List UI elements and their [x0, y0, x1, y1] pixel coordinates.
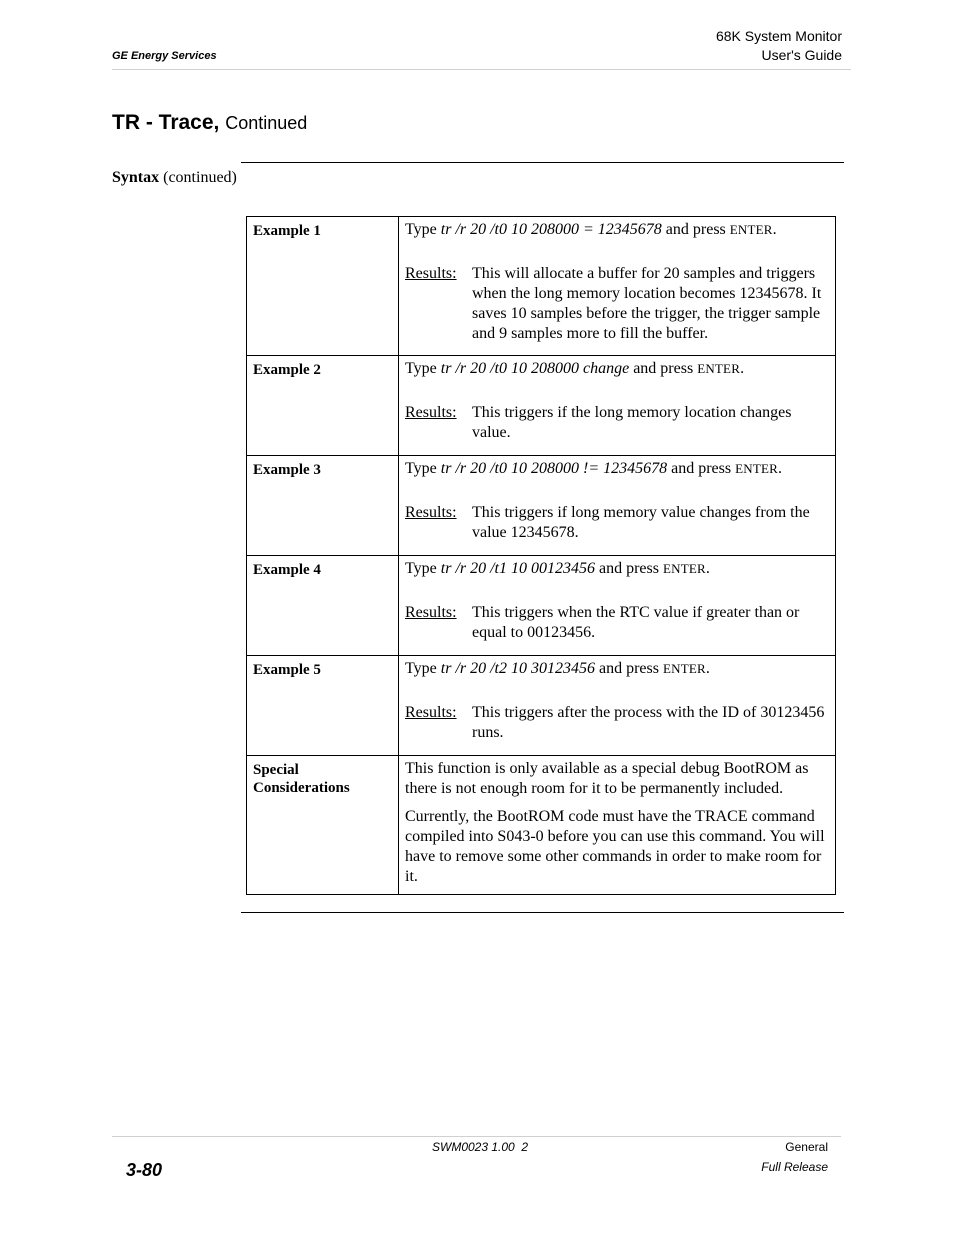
results-block [405, 603, 829, 643]
special-considerations-body [399, 756, 836, 895]
special-label-line1: Special [253, 762, 299, 778]
section-bottom-rule [241, 912, 844, 913]
results-label: Results: [405, 404, 457, 421]
command-text: tr /r 20 /t0 10 208000 != 12345678 [440, 460, 668, 477]
key-name: ENTER [729, 222, 773, 237]
syntax-suffix: (continued) [163, 169, 237, 186]
footer-divider [112, 1136, 841, 1137]
examples-table [246, 216, 836, 895]
special-paragraph-2: Currently, the BootROM code must have the TRACE command compiled into S043-0 before you can use this command. You will have to remove some other commands in order to make room for it. [405, 808, 825, 885]
results-block [405, 503, 829, 543]
section-top-rule [241, 162, 844, 163]
example-label: Example 4 [247, 556, 399, 656]
key-name: ENTER [697, 361, 741, 376]
page-title [112, 111, 307, 135]
header-title-line2: User's Guide [761, 47, 842, 63]
type-word: Type [405, 560, 437, 577]
table-row [247, 456, 836, 556]
results-text: This triggers if the long memory location changes value. [472, 404, 792, 441]
command-text: tr /r 20 /t0 10 208000 = 12345678 [440, 221, 662, 238]
key-name: ENTER [662, 661, 706, 676]
example-body [399, 556, 836, 656]
period: . [705, 660, 710, 677]
results-label: Results: [405, 604, 457, 621]
example-body [399, 217, 836, 356]
results-text: This triggers after the process with the ID of 30123456 runs. [472, 704, 825, 741]
results-label: Results: [405, 704, 457, 721]
header-divider [112, 69, 851, 70]
syntax-heading [112, 169, 237, 187]
results-block [405, 264, 829, 344]
and-press-text: and press [633, 360, 694, 377]
table-row [247, 756, 836, 895]
example-label: Example 5 [247, 656, 399, 756]
section-continued: Continued [225, 113, 308, 133]
section-title: TR - Trace, [112, 111, 220, 134]
example-label: Example 2 [247, 356, 399, 456]
and-press-text: and press [665, 221, 726, 238]
example-body [399, 656, 836, 756]
special-paragraph-1: This function is only available as a special debug BootROM as there is not enough room for it to be permanently included. [405, 760, 809, 797]
type-instruction [405, 559, 829, 579]
footer-category: General [785, 1140, 828, 1154]
type-word: Type [405, 660, 437, 677]
results-label: Results: [405, 504, 457, 521]
special-label-line2: Considerations [253, 780, 350, 796]
command-text: tr /r 20 /t1 10 00123456 [440, 560, 595, 577]
footer-release: Full Release [761, 1160, 828, 1174]
type-instruction [405, 220, 829, 240]
table-row [247, 556, 836, 656]
type-instruction [405, 659, 829, 679]
period: . [778, 460, 782, 477]
syntax-label: Syntax [112, 169, 160, 186]
header-title-line1: 68K System Monitor [715, 28, 842, 44]
table-row [247, 356, 836, 456]
example-body [399, 356, 836, 456]
header-company: GE Energy Services [112, 50, 217, 62]
type-word: Type [405, 221, 437, 238]
results-block [405, 703, 829, 743]
and-press-text: and press [671, 460, 732, 477]
example-label: Example 3 [247, 456, 399, 556]
example-body [399, 456, 836, 556]
results-label: Results: [405, 265, 457, 282]
header-doc-title [716, 27, 842, 65]
results-block [405, 403, 829, 443]
results-text: This triggers when the RTC value if greater than or equal to 00123456. [472, 604, 800, 641]
period: . [740, 360, 745, 377]
key-name: ENTER [735, 461, 778, 476]
table-row [247, 217, 836, 356]
key-name: ENTER [662, 561, 706, 576]
and-press-text: and press [599, 660, 659, 677]
command-text: tr /r 20 /t2 10 30123456 [440, 660, 595, 677]
period: . [705, 560, 710, 577]
results-text: This triggers if long memory value changes from the value 12345678. [472, 504, 810, 541]
page-number: 3-80 [126, 1160, 163, 1180]
results-text: This will allocate a buffer for 20 samples and triggers when the long memory location becomes 12345678. It saves 10 samples before the trigger, the trigger sample and 9 samples more to fill the buffer. [472, 265, 822, 342]
command-text: tr /r 20 /t0 10 208000 change [440, 360, 630, 377]
period: . [772, 221, 777, 238]
type-instruction [405, 459, 829, 479]
example-label: Example 1 [247, 217, 399, 356]
table-row [247, 656, 836, 756]
type-word: Type [405, 460, 437, 477]
type-instruction [405, 359, 829, 379]
type-word: Type [405, 360, 437, 377]
special-considerations-label [247, 756, 399, 895]
document-id: SWM0023 1.00 2 [432, 1140, 529, 1154]
and-press-text: and press [599, 560, 659, 577]
